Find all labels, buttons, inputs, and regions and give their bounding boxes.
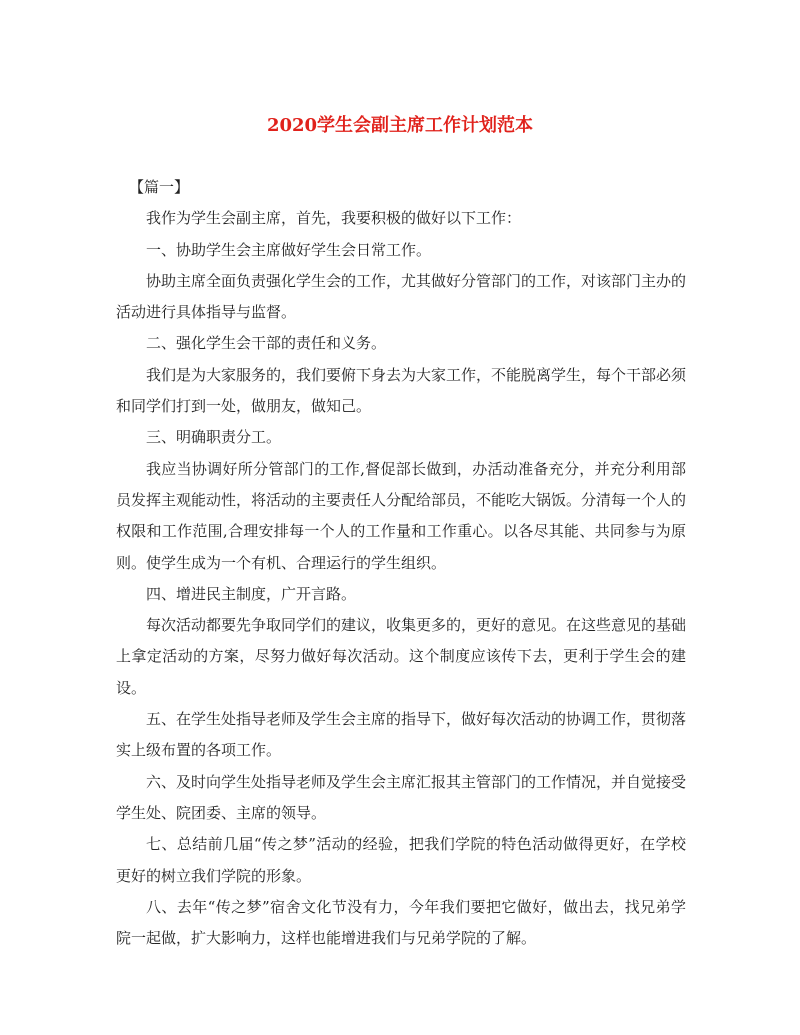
- heading-item-3: 三、明确职责分工。: [146, 428, 282, 447]
- paragraph-item-3: 我应当协调好所分管部门的工作,督促部长做到，办活动准备充分，并充分利用部员发挥主观能动性，将活动的主要责任人分配给部员，不能吃大锅饭。分清每一个人的权限和工作范围,合理安排每一个人的工作量和工作重心。以各尽其能、共同参与为原则。使学生成为一个有机、合理运行的学生组织。: [116, 459, 687, 572]
- paragraph-item-6: 六、及时向学生处指导老师及学生会主席汇报其主管部门的工作情况，并自觉接受学生处、院团委、主席的领导。: [116, 772, 687, 822]
- document-body: [116, 172, 686, 954]
- paragraph-intro: 我作为学生会副主席，首先，我要积极的做好以下工作：: [146, 209, 522, 228]
- heading-item-1: 一、协助学生会主席做好学生会日常工作。: [146, 240, 432, 259]
- paragraph-item-4: 每次活动都要先争取同学们的建议，收集更多的，更好的意见。在这些意见的基础上拿定活动的方案，尽努力做好每次活动。这个制度应该传下去，更利于学生会的建设。: [116, 616, 687, 697]
- paragraph-item-1: 协助主席全面负责强化学生会的工作，尤其做好分管部门的工作，对该部门主办的活动进行具体指导与监督。: [116, 271, 687, 322]
- heading-item-2: 二、强化学生会干部的责任和义务。: [146, 334, 387, 353]
- paragraph-item-7: 七、总结前几届“传之梦”活动的经验，把我们学院的特色活动做得更好，在学校更好的树立我们学院的形象。: [116, 835, 686, 885]
- document-title: 2020学生会副主席工作计划范本: [266, 115, 534, 136]
- paragraph-item-8: 八、去年“传之梦”宿舍文化节没有力，今年我们要把它做好，做出去，找兄弟学院一起做，扩大影响力，这样也能增进我们与兄弟学院的了解。: [116, 897, 686, 948]
- section-label: 【篇一】: [129, 178, 190, 196]
- heading-item-4: 四、增进民主制度，广开言路。: [146, 584, 357, 603]
- paragraph-item-5: 五、在学生处指导老师及学生会主席的指导下，做好每次活动的协调工作，贯彻落实上级布置的各项工作。: [116, 710, 687, 760]
- paragraph-item-2: 我们是为大家服务的，我们要俯下身去为大家工作，不能脱离学生，每个干部必须和同学们打到一处，做朋友，做知己。: [116, 365, 687, 416]
